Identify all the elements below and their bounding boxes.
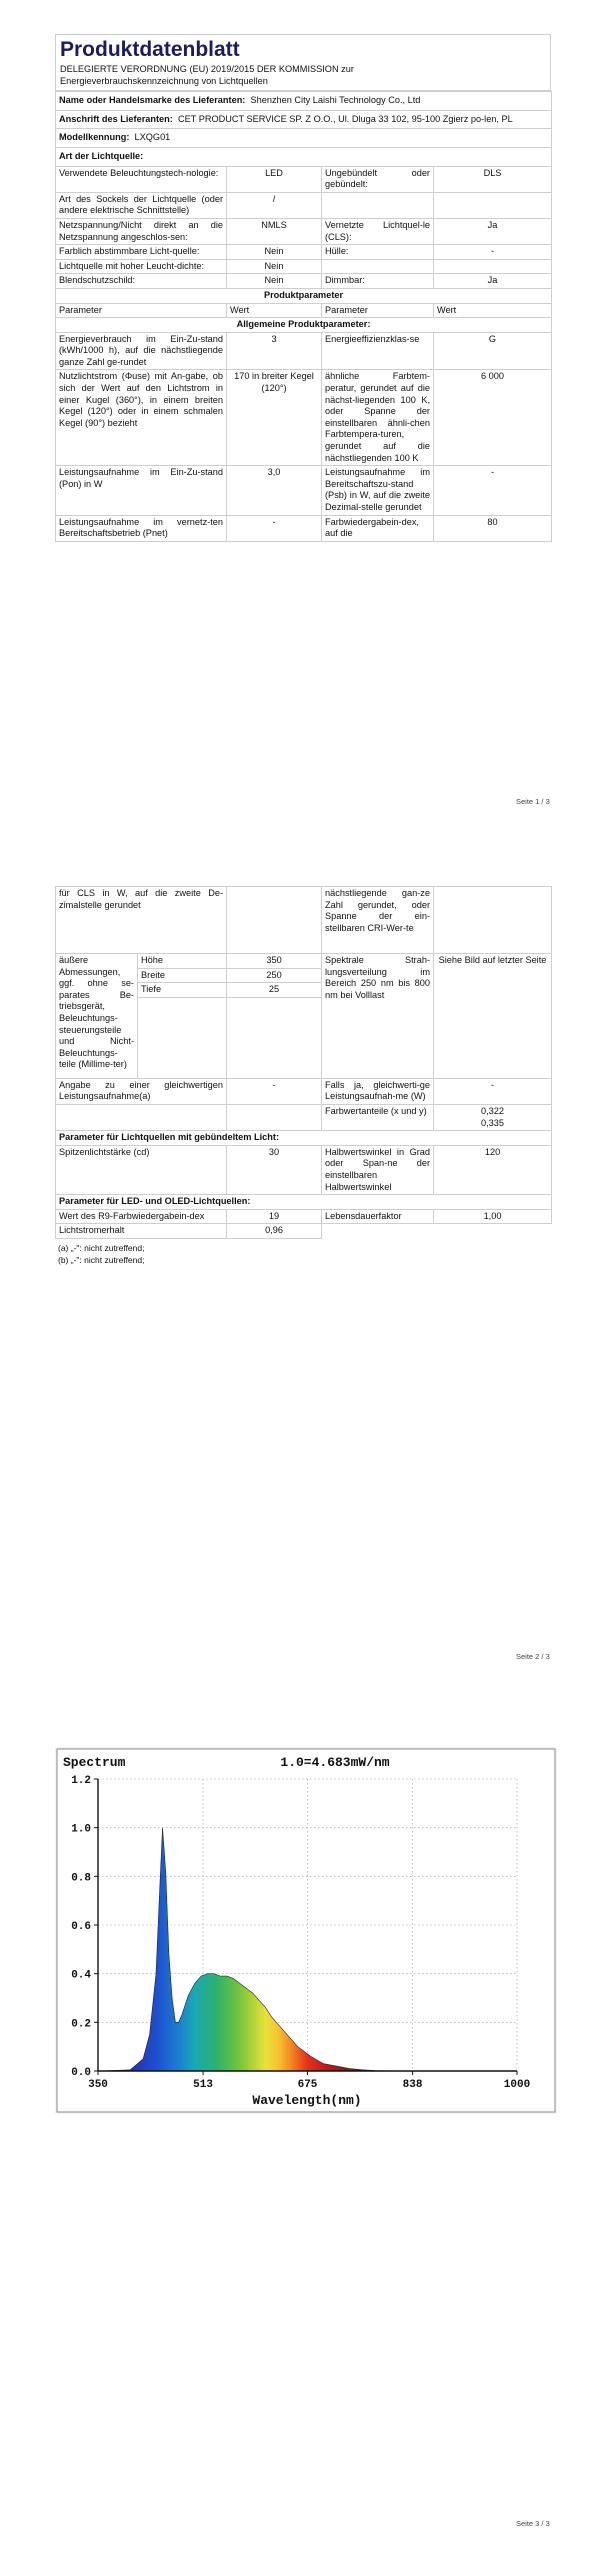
supplier-address-row: [56, 110, 552, 129]
model-value: LXQG01: [134, 132, 171, 143]
footnote-a: (a) „-": nicht zutreffend;: [58, 1242, 145, 1253]
table-row: [56, 1104, 552, 1130]
supplier-name-value: Shenzhen City Laishi Technology Co., Ltd: [250, 95, 421, 106]
param-value: -: [434, 466, 552, 515]
param-label: Falls ja, gleichwerti-ge Leistungsaufnah-me (W): [322, 1078, 434, 1104]
table-row: [56, 166, 552, 192]
table-row: [56, 887, 552, 954]
dimension-name: Höhe: [138, 954, 227, 969]
y-tick-label: 0.4: [71, 1969, 91, 1982]
param-label: Spitzenlichtstärke (cd): [56, 1145, 227, 1194]
y-tick-label: 0.6: [71, 1921, 91, 1933]
table-row: [56, 515, 552, 541]
spectral-value: Siehe Bild auf letzter Seite: [434, 954, 552, 1079]
param-value: 80: [434, 515, 552, 541]
param-value: 6 000: [434, 370, 552, 466]
spectral-label: Spektrale Strah-lungsverteilung im Bereich 250 nm bis 800 nm bei Volllast: [322, 954, 434, 1079]
light-type-value: LED: [227, 166, 322, 192]
light-type-value: Nein: [227, 245, 322, 260]
param-label: Farbwiedergabein-dex, auf die: [322, 515, 434, 541]
empty-cell: [227, 997, 322, 1078]
led-heading: Parameter für LED- und OLED-Lichtquellen:: [56, 1195, 552, 1210]
table-row: [56, 218, 552, 244]
led-heading-row: [56, 1195, 552, 1210]
param-label: Lebensdauerfaktor: [322, 1209, 434, 1224]
y-tick-label: 0.8: [71, 1872, 91, 1885]
y-tick-label: 0.2: [71, 2018, 91, 2031]
chromaticity-x: 0,322: [481, 1105, 505, 1116]
x-tick-label: 350: [88, 2079, 108, 2091]
param-value: -: [434, 1078, 552, 1104]
datasheet-page-2: [55, 886, 551, 1266]
x-tick-label: 1000: [503, 2079, 531, 2091]
param-label: Leistungsaufnahme im vernetz-ten Bereitschaftsbetrieb (Pnet): [56, 515, 227, 541]
document-subtitle: [55, 63, 551, 91]
y-tick-label: 0.0: [71, 2067, 91, 2079]
param-label: Lichtstromerhalt: [56, 1224, 227, 1239]
spectrum-svg: [55, 1747, 557, 2114]
empty-cell: [434, 887, 552, 954]
light-type-value: Nein: [227, 259, 322, 274]
empty-cell: [227, 1104, 322, 1130]
table-row: [56, 245, 552, 260]
directional-heading-row: [56, 1131, 552, 1146]
directional-heading: Parameter für Lichtquellen mit gebündeltem Licht:: [56, 1131, 552, 1146]
x-tick-label: 838: [402, 2079, 423, 2091]
supplier-name-label: Name oder Handelsmarke des Lieferanten:: [59, 95, 246, 106]
param-label: Nutzlichtstrom (Φuse) mit An-gabe, ob sich der Wert auf den Lichtstrom in einer Kugel (360°), in einem breiten Kegel (120°) oder in einem schmalen Kegel (90°) bezieht: [56, 370, 227, 466]
param-label: nächstliegende gan-ze Zahl gerundet, oder Spanne der ein-stellbaren CRI-Wer-te: [322, 887, 434, 954]
param-label: Halbwertswinkel in Grad oder Span-ne der einstellbaren Halbwertswinkel: [322, 1145, 434, 1194]
supplier-address-label: Anschrift des Lieferanten:: [59, 113, 173, 124]
spectrum-chart: [55, 1747, 557, 2114]
dimension-name: Breite: [138, 968, 227, 983]
subtitle-line-1: DELEGIERTE VERORDNUNG (EU) 2019/2015 DER KOMMISSION zur: [60, 64, 354, 74]
param-value: 3,0: [227, 466, 322, 515]
page-3: [0, 1690, 604, 2560]
param-label: Angabe zu einer gleichwertigen Leistungsaufnahme(a): [56, 1078, 227, 1104]
supplier-address-value: CET PRODUCT SERVICE SP. Z O.O., Ul. Dluga 33 102, 95-100 Zgierz po-len, PL: [177, 113, 513, 124]
subtitle-line-2: Energieverbrauchskennzeichnung von Lichtquellen: [60, 75, 268, 86]
param-label: ähnliche Farbtem-peratur, gerundet auf die nächst-liegenden 100 K, oder Spanne der einstellbaren ähnli-chen Farbtempera-turen, gerundet auf die nächstliegenden 100 K: [322, 370, 434, 466]
column-header-parameter: Parameter: [322, 303, 434, 318]
light-type-label: Farblich abstimmbare Licht-quelle:: [56, 245, 227, 260]
empty-cell: [434, 259, 552, 274]
param-value: 0,96: [227, 1224, 322, 1239]
table-row: [56, 332, 552, 370]
page-number: Seite 2 / 3: [516, 1652, 550, 1661]
table-row: [56, 370, 552, 466]
empty-cell: [434, 1224, 552, 1239]
light-type-label: Netzspannung/Nicht direkt an die Netzspannung angeschlos-sen:: [56, 218, 227, 244]
empty-cell: [56, 1104, 227, 1130]
light-type-value: DLS: [434, 166, 552, 192]
table-row: [56, 1209, 552, 1224]
param-value: 19: [227, 1209, 322, 1224]
dimension-value: 250: [227, 968, 322, 983]
light-type-label: Art des Sockels der Lichtquelle (oder andere elektrische Schnittstelle): [56, 192, 227, 218]
light-type-heading-row: [56, 147, 552, 166]
model-row: [56, 129, 552, 148]
column-header-row: [56, 303, 552, 318]
light-type-value: /: [227, 192, 322, 218]
param-value: -: [227, 515, 322, 541]
datasheet-table-1: [55, 91, 552, 542]
empty-cell: [322, 192, 434, 218]
param-label: Leistungsaufnahme im Bereitschaftszu-stand (Psb) in W, auf die zweite Dezimal-stelle gerundet: [322, 466, 434, 515]
x-tick-label: 513: [193, 2079, 213, 2091]
table-row: [56, 1078, 552, 1104]
page-2: [0, 820, 604, 1690]
dimensions-label: äußere Abmessungen, ggf. ohne se-parates Be-triebsgerät, Beleuchtungs-steuerungsteile und Nicht-Beleuchtungs-teile (Millime-ter): [56, 954, 138, 1079]
table-row: [56, 954, 552, 969]
light-type-value: NMLS: [227, 218, 322, 244]
dimension-value: 350: [227, 954, 322, 969]
table-row: [56, 259, 552, 274]
light-type-value: -: [434, 245, 552, 260]
general-params-heading-row: [56, 318, 552, 333]
param-value: 30: [227, 1145, 322, 1194]
param-value: G: [434, 332, 552, 370]
light-type-value: Nein: [227, 274, 322, 289]
model-label: Modellkennung:: [59, 132, 130, 143]
footnote-b: (b) „-": nicht zutreffend;: [58, 1254, 145, 1265]
table-row: [56, 192, 552, 218]
empty-cell: [138, 997, 227, 1078]
product-params-heading-row: [56, 288, 552, 303]
y-tick-label: 1.2: [71, 1775, 91, 1787]
page-number: Seite 1 / 3: [516, 797, 550, 806]
light-type-label: Dimmbar:: [322, 274, 434, 289]
light-type-label: Lichtquelle mit hoher Leucht-dichte:: [56, 259, 227, 274]
param-value: -: [227, 1078, 322, 1104]
chart-annotation: 1.0=4.683mW/nm: [280, 1755, 390, 1770]
chromaticity-label: Farbwertanteile (x und y): [322, 1104, 434, 1130]
light-type-label: Hülle:: [322, 245, 434, 260]
general-params-heading: Allgemeine Produktparameter:: [56, 318, 552, 333]
datasheet-table-2: [55, 886, 552, 1239]
table-row: [56, 274, 552, 289]
param-label: Energieverbrauch im Ein-Zu-stand (kWh/1000 h), auf die nächstliegende ganze Zahl ge-rundet: [56, 332, 227, 370]
column-header-parameter: Parameter: [56, 303, 227, 318]
column-header-value: Wert: [227, 303, 322, 318]
page-1: [0, 0, 604, 820]
param-value: 1,00: [434, 1209, 552, 1224]
light-type-label: Vernetzte Lichtquel-le (CLS):: [322, 218, 434, 244]
y-tick-label: 1.0: [71, 1823, 91, 1836]
x-tick-label: 675: [297, 2079, 318, 2091]
param-label: für CLS in W, auf die zweite De-zimalstelle gerundet: [56, 887, 227, 954]
param-value: 3: [227, 332, 322, 370]
param-value: 120: [434, 1145, 552, 1194]
table-row: [56, 466, 552, 515]
light-type-value: Ja: [434, 274, 552, 289]
param-label: Leistungsaufnahme im Ein-Zu-stand (Pon) in W: [56, 466, 227, 515]
column-header-value: Wert: [434, 303, 552, 318]
light-type-heading: Art der Lichtquelle:: [56, 147, 552, 166]
empty-cell: [322, 1224, 434, 1239]
empty-cell: [322, 259, 434, 274]
param-label: Energieeffizienzklas-se: [322, 332, 434, 370]
page-number: Seite 3 / 3: [516, 2519, 550, 2528]
param-label: Wert des R9-Farbwiedergabein-dex: [56, 1209, 227, 1224]
datasheet-page-1: [55, 34, 551, 542]
param-value: 170 in breiter Kegel (120°): [227, 370, 322, 466]
product-params-heading: Produktparameter: [56, 288, 552, 303]
light-type-label: Ungebündelt oder gebündelt:: [322, 166, 434, 192]
table-row: [56, 1145, 552, 1194]
empty-cell: [434, 192, 552, 218]
dimension-name: Tiefe: [138, 983, 227, 998]
chromaticity-value: [434, 1104, 552, 1130]
document-title: Produktdatenblatt: [55, 34, 551, 63]
empty-cell: [227, 887, 322, 954]
chart-title: Spectrum: [63, 1755, 126, 1770]
light-type-label: Verwendete Beleuchtungstech-nologie:: [56, 166, 227, 192]
dimension-value: 25: [227, 983, 322, 998]
table-row: [56, 1224, 552, 1239]
light-type-label: Blendschutzschild:: [56, 274, 227, 289]
light-type-value: Ja: [434, 218, 552, 244]
chromaticity-y: 0,335: [481, 1117, 505, 1128]
x-axis-label: Wavelength(nm): [252, 2093, 362, 2108]
supplier-name-row: [56, 92, 552, 111]
